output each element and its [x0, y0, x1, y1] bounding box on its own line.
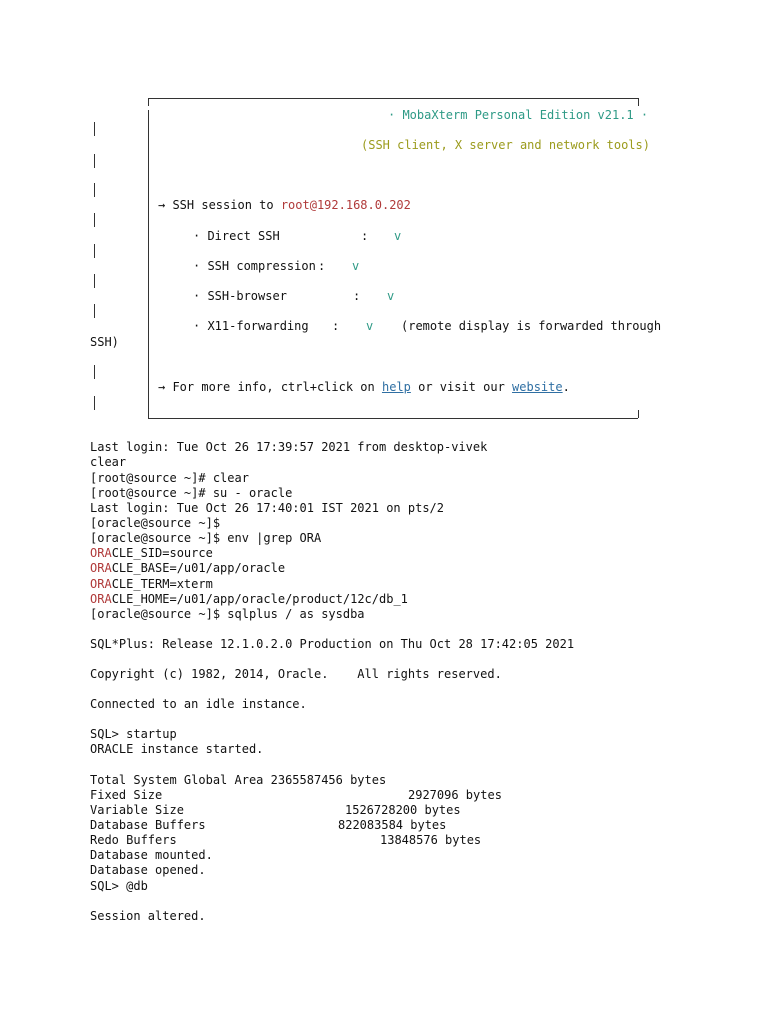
feature-value: v [352, 259, 360, 273]
feature-separator: : [332, 319, 340, 333]
banner-corner-bl [148, 410, 149, 418]
terminal-line: [oracle@source ~]$ sqlplus / as sysdba [90, 607, 365, 621]
env-highlight: ORA [90, 577, 112, 591]
terminal-line: SQL> @db [90, 879, 148, 893]
banner-corner-tl [148, 98, 149, 106]
info-line [158, 380, 570, 395]
env-line [90, 592, 408, 607]
sga-label: Redo Buffers [90, 833, 177, 847]
env-rest: CLE_TERM=xterm [111, 577, 213, 591]
ssh-session-target: root@192.168.0.202 [280, 198, 411, 212]
feature-separator: : [318, 259, 326, 273]
terminal-line: Last login: Tue Oct 26 17:40:01 IST 2021 on pts/2 [90, 501, 445, 515]
terminal-line: Connected to an idle instance. [90, 697, 307, 711]
feature-label: · SSH-browser [193, 289, 287, 303]
env-line [90, 577, 213, 592]
terminal-line: Copyright (c) 1982, 2014, Oracle. All rights reserved. [90, 667, 502, 681]
wrapped-border-bar [94, 183, 95, 197]
banner-title: · MobaXterm Personal Edition v21.1 · [388, 108, 649, 122]
terminal-line: [root@source ~]# clear [90, 471, 249, 485]
sga-label: Fixed Size [90, 788, 163, 802]
help-link[interactable]: help [381, 380, 411, 394]
env-rest: CLE_HOME=/u01/app/oracle/product/12c/db_1 [111, 592, 408, 606]
sga-value: 1526728200 bytes [345, 803, 461, 817]
feature-value: v [394, 229, 402, 243]
wrapped-border-bar [94, 154, 95, 168]
terminal-line: ORACLE instance started. [90, 742, 264, 756]
website-link[interactable]: website [512, 380, 563, 394]
feature-separator: : [353, 289, 361, 303]
info-mid: or visit our [410, 380, 513, 394]
wrapped-border-bar [94, 365, 95, 379]
ssh-session-line [158, 198, 411, 213]
terminal-line: SQL> startup [90, 727, 177, 741]
env-line [90, 546, 213, 561]
info-end: . [562, 380, 570, 394]
feature-value: v [366, 319, 374, 333]
env-line [90, 561, 285, 576]
banner-bottom-border [148, 418, 638, 419]
terminal-line: Database opened. [90, 863, 206, 877]
banner-corner-tr [638, 98, 639, 106]
banner-corner-br [638, 410, 639, 418]
terminal-line: [oracle@source ~]$ env |grep ORA [90, 531, 322, 545]
wrapped-border-bar [94, 396, 95, 410]
env-rest: CLE_BASE=/u01/app/oracle [111, 561, 286, 575]
feature-note: (remote display is forwarded through [401, 319, 662, 333]
terminal-line: Last login: Tue Oct 26 17:39:57 2021 from desktop-vivek [90, 440, 488, 454]
ssh-session-prefix: → SSH session to [158, 198, 281, 212]
terminal-line: Session altered. [90, 909, 206, 923]
sga-label: Variable Size [90, 803, 184, 817]
terminal-line: [root@source ~]# su - oracle [90, 486, 293, 500]
terminal-line: SQL*Plus: Release 12.1.0.2.0 Production on Thu Oct 28 17:42:05 2021 [90, 637, 575, 651]
wrapped-border-bar [94, 244, 95, 258]
feature-label: · X11-forwarding [193, 319, 309, 333]
terminal-line: Database mounted. [90, 848, 213, 862]
feature-separator: : [361, 229, 369, 243]
info-prefix: → For more info, ctrl+click on [158, 380, 382, 394]
env-highlight: ORA [90, 546, 112, 560]
wrapped-border-bar [94, 122, 95, 136]
env-rest: CLE_SID=source [111, 546, 213, 560]
wrapped-border-bar [94, 213, 95, 227]
sga-value: 2927096 bytes [408, 788, 502, 802]
feature-value: v [387, 289, 395, 303]
banner-top-border [148, 98, 638, 99]
feature-label: · Direct SSH [193, 229, 280, 243]
banner-left-border [148, 110, 149, 410]
terminal-line: clear [90, 455, 127, 469]
terminal-line: [oracle@source ~]$ [90, 516, 221, 530]
sga-value: 822083584 bytes [338, 818, 447, 832]
env-highlight: ORA [90, 592, 112, 606]
banner-subtitle: (SSH client, X server and network tools) [361, 138, 650, 152]
env-highlight: ORA [90, 561, 112, 575]
wrapped-border-bar [94, 304, 95, 318]
terminal-line: Total System Global Area 2365587456 bytes [90, 773, 387, 787]
wrapped-border-bar [94, 274, 95, 288]
sga-value: 13848576 bytes [380, 833, 482, 847]
feature-note-wrap: SSH) [90, 335, 119, 349]
sga-label: Database Buffers [90, 818, 206, 832]
feature-label: · SSH compression [193, 259, 316, 273]
